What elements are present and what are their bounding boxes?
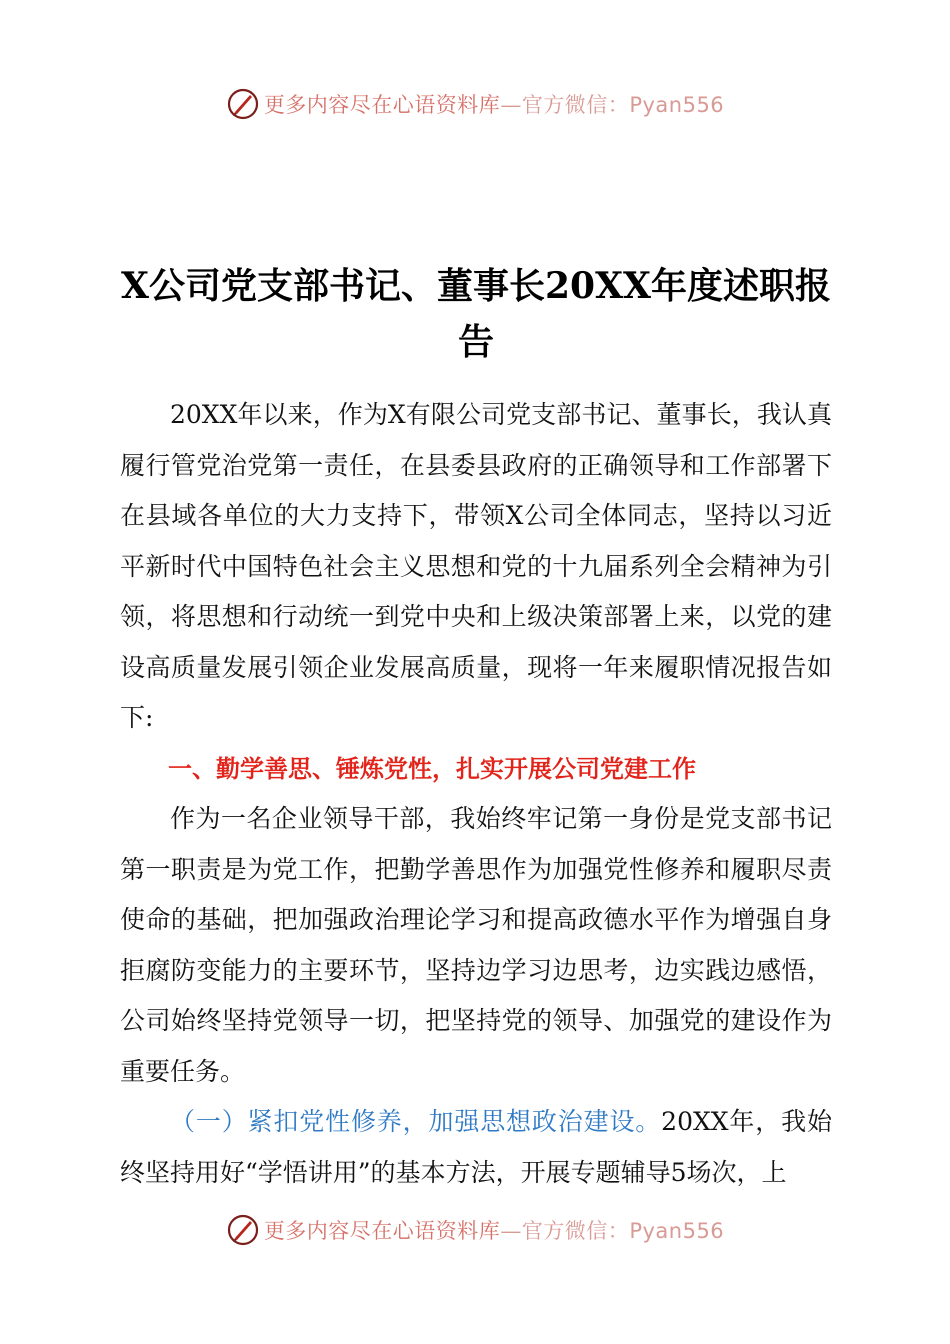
watermark-brand: 更多内容尽在心语资料库: [263, 93, 501, 117]
quill-logo-icon: [226, 1213, 260, 1247]
intro-paragraph: 20XX年以来，作为X有限公司党支部书记、董事长，我认真履行管党治党第一责任，在县委县政府的正确领导和工作部署下在县域各单位的大力支持下，带领X公司全体同志，坚持以习近平新时代中国特色社会主义思想和党的十九届系列全会精神为引领，将思想和行动统一到党中央和上级决策部署上来，以党的建设高质量发展引领企业发展高质量，现将一年来履职情况报告如下:: [120, 400, 832, 732]
watermark-separator: —: [500, 1219, 522, 1243]
watermark-header: [0, 84, 950, 124]
watermark-id: Pyan556: [629, 93, 725, 117]
watermark-label: 官方微信：: [521, 93, 630, 117]
watermark-label: 官方微信：: [521, 1219, 630, 1243]
watermark-separator: —: [500, 93, 522, 117]
quill-logo-icon: [226, 87, 260, 121]
watermark-text: [264, 1215, 724, 1245]
document-body: [120, 390, 832, 1198]
watermark-footer: [0, 1210, 950, 1250]
subsection-1-text: 20XX年，我始终坚持用好“学悟讲用”的基本方法，开展专题辅导5场次，上: [120, 1107, 832, 1187]
section-1-paragraph: 作为一名企业领导干部，我始终牢记第一身份是党支部书记第一职责是为党工作，把勤学善思作为加强党性修养和履职尽责使命的基础，把加强政治理论学习和提高政德水平作为增强自身拒腐防变能力的主要环节，坚持边学习边思考，边实践边感悟，公司始终坚持党领导一切，把坚持党的领导、加强党的建设作为重要任务。: [120, 804, 832, 1086]
watermark-id: Pyan556: [629, 1219, 725, 1243]
subsection-1-paragraph: [120, 1097, 832, 1198]
watermark-brand: 更多内容尽在心语资料库: [263, 1219, 501, 1243]
section-1-heading: 一、勤学善思、锤炼党性，扎实开展公司党建工作: [168, 754, 696, 783]
watermark-text: [264, 89, 724, 119]
document-title: X公司党支部书记、董事长20XX年度述职报告: [121, 265, 831, 363]
subsection-1-heading: （一）紧扣党性修养，加强思想政治建设。: [170, 1107, 662, 1136]
